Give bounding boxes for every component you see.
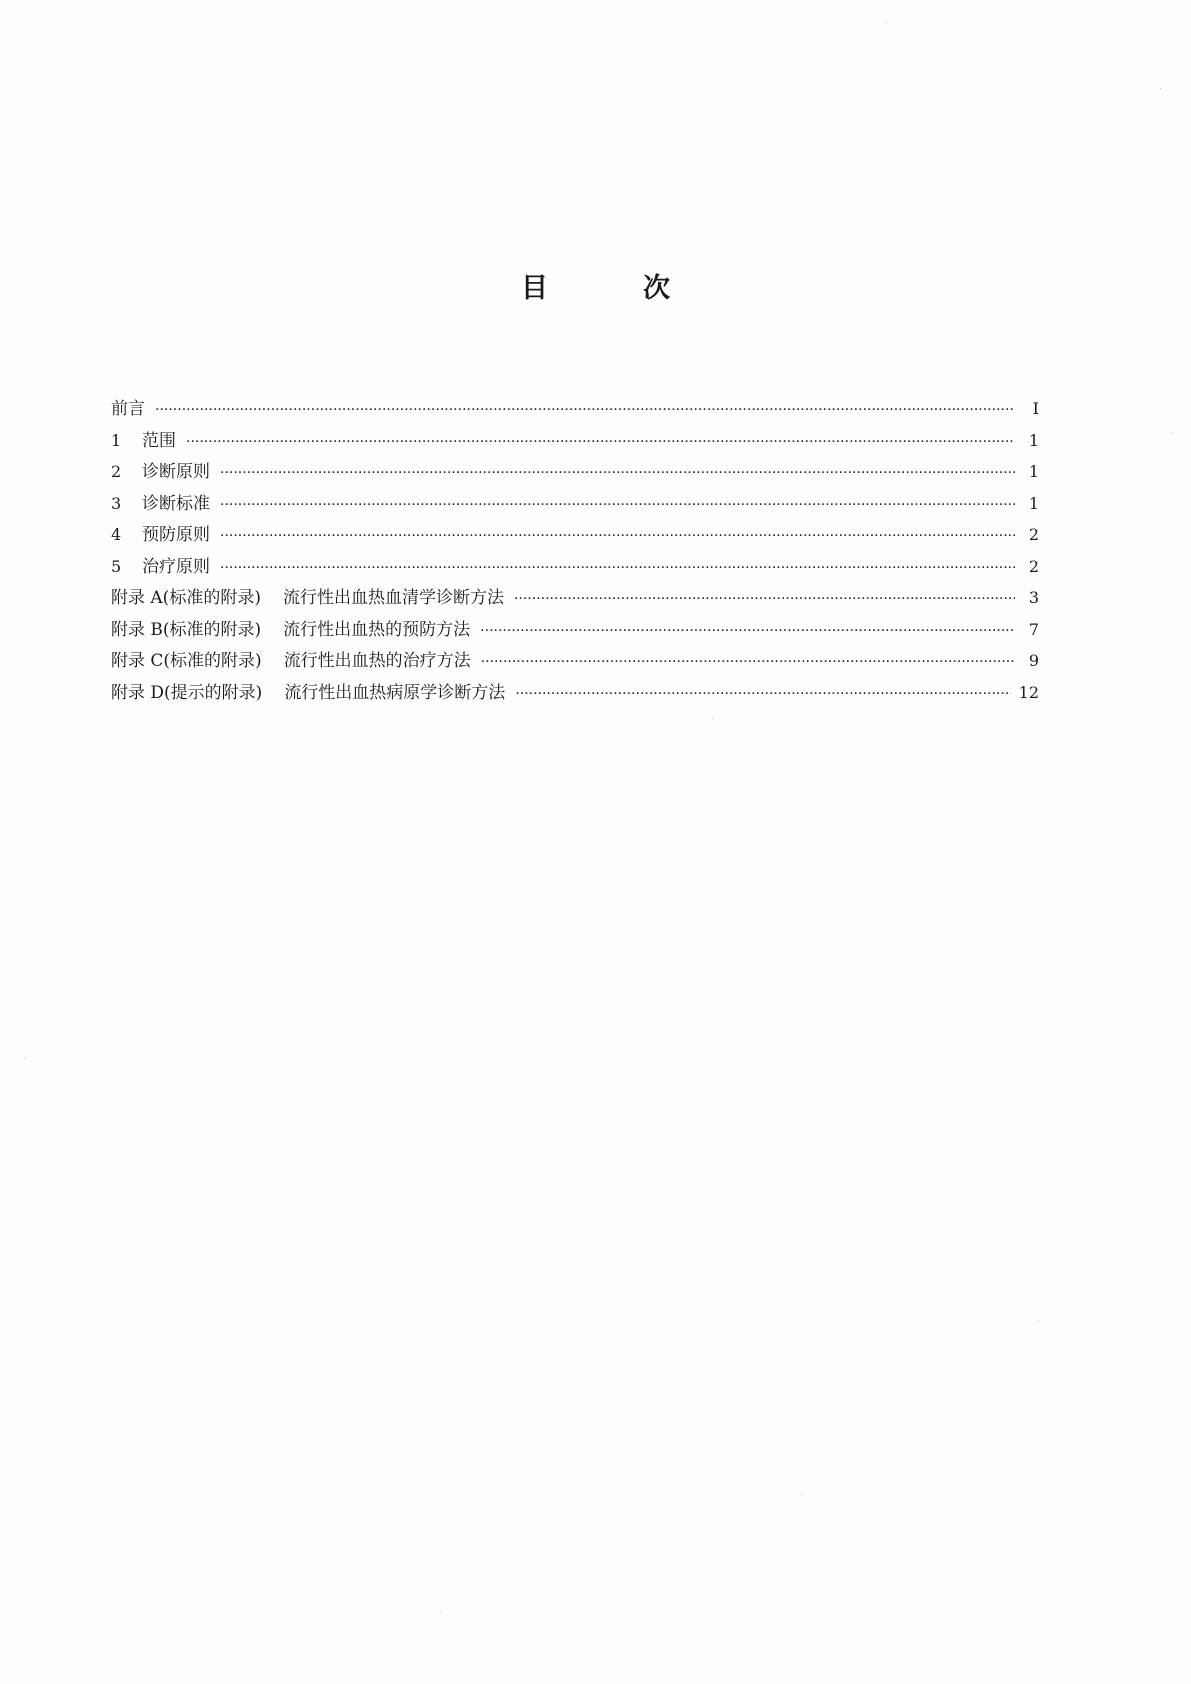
toc-entry-label: 诊断标准 (142, 493, 210, 514)
toc-leader-dots (220, 490, 1015, 522)
toc-entry[interactable] (111, 393, 1039, 425)
toc-entry-sublabel: 流行性出血热病原学诊断方法 (284, 682, 506, 703)
toc-leader-dots (514, 584, 1015, 616)
scan-speck (712, 718, 713, 719)
scan-speck (802, 1494, 803, 1495)
toc-entry-number: 2 (111, 462, 122, 481)
toc-entry[interactable] (111, 488, 1039, 520)
toc-entry-number: 3 (111, 493, 122, 513)
toc-entry-label: 前言 (111, 399, 145, 419)
toc-entry-label: 附录 D(提示的附录) (111, 682, 263, 703)
toc-entry-label: 附录 C(标准的附录) (111, 651, 262, 671)
toc-page-number: I (1032, 399, 1039, 418)
scan-speck (1160, 88, 1161, 89)
toc-page-number: 9 (1028, 651, 1039, 670)
toc-leader-dots (155, 395, 1015, 427)
toc-page-number: 7 (1028, 619, 1039, 639)
toc-entry[interactable] (111, 551, 1039, 583)
toc-leader-dots (220, 553, 1015, 585)
toc-entry-sublabel: 流行性出血热的治疗方法 (283, 651, 471, 671)
toc-entry[interactable] (111, 614, 1039, 646)
toc-entry-label: 诊断原则 (142, 462, 210, 482)
scan-speck (440, 1612, 441, 1613)
scan-speck (1172, 432, 1173, 433)
title-char-2: 次 (643, 273, 670, 305)
toc-page-number: 1 (1028, 430, 1039, 450)
toc-page-number: 2 (1028, 525, 1039, 544)
scan-speck (24, 1058, 25, 1059)
toc-entry-sublabel: 流行性出血热血清学诊断方法 (282, 588, 504, 608)
toc-entry[interactable] (111, 519, 1039, 551)
scan-speck (886, 22, 887, 23)
toc-page-number: 12 (1018, 682, 1039, 702)
toc-entry[interactable] (111, 456, 1039, 488)
toc-entry-sublabel: 流行性出血热的预防方法 (283, 619, 471, 640)
toc-page-number: 1 (1028, 462, 1039, 481)
scan-speck (1038, 1320, 1039, 1321)
toc-page-number: 2 (1028, 556, 1039, 576)
toc-entry-label: 预防原则 (142, 525, 210, 545)
toc-entry[interactable] (111, 677, 1039, 709)
toc-entry[interactable] (111, 582, 1039, 614)
toc-leader-dots (220, 521, 1015, 553)
toc-leader-dots (515, 679, 1010, 711)
toc-page-number: 1 (1028, 493, 1039, 513)
toc-entry[interactable] (111, 645, 1039, 677)
toc-entry[interactable] (111, 425, 1039, 457)
toc-leader-dots (480, 616, 1015, 648)
toc-entry-label: 治疗原则 (142, 556, 210, 577)
toc-leader-dots (481, 647, 1015, 679)
toc-entry-label: 附录 A(标准的附录) (111, 588, 261, 608)
toc-leader-dots (220, 458, 1015, 490)
toc-entry-label: 附录 B(标准的附录) (111, 619, 262, 640)
table-of-contents (111, 393, 1039, 708)
toc-leader-dots (186, 427, 1015, 459)
page-title (0, 266, 1191, 305)
toc-entry-number: 1 (111, 430, 122, 450)
toc-page-number: 3 (1028, 588, 1039, 607)
toc-entry-number: 4 (111, 525, 122, 544)
toc-entry-label: 范围 (142, 430, 176, 451)
toc-entry-number: 5 (111, 556, 122, 576)
title-char-1: 目 (521, 273, 548, 305)
